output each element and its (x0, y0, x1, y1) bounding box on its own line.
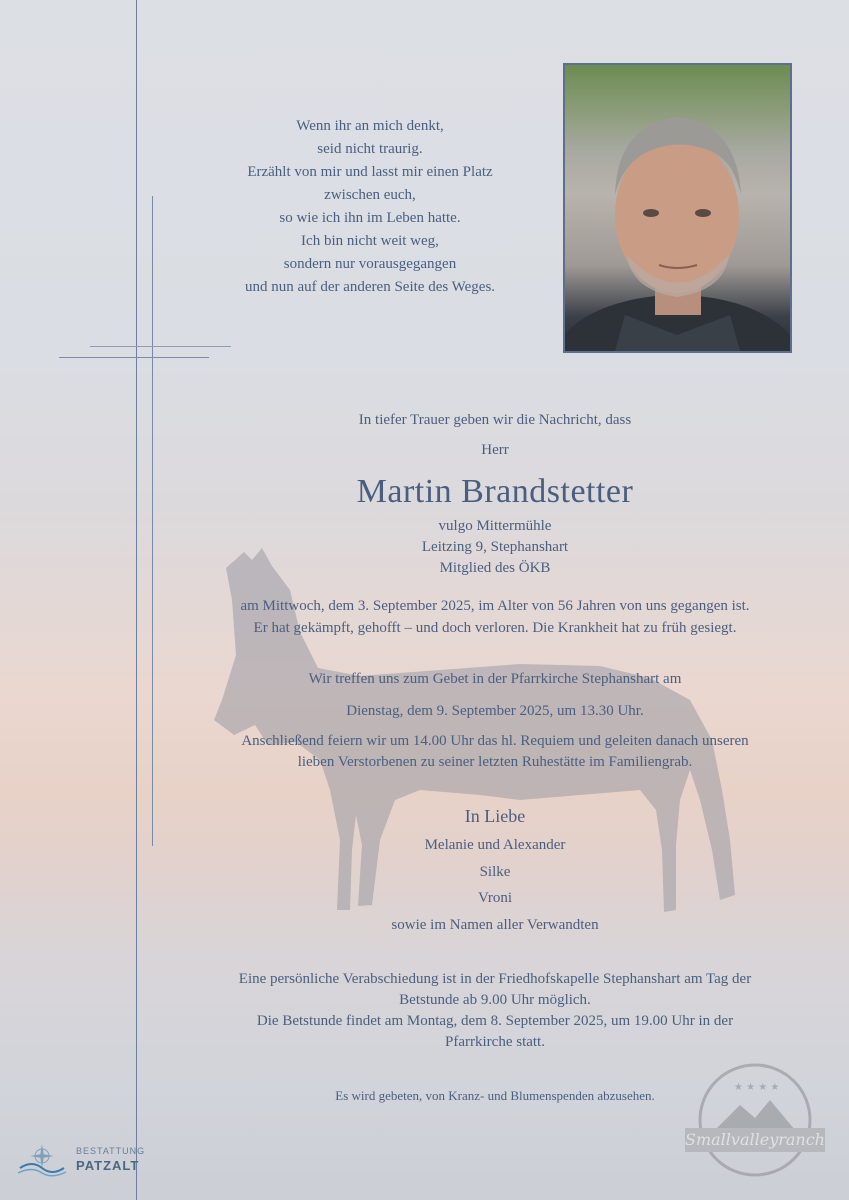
portrait-photo (563, 63, 792, 353)
poem (200, 115, 540, 299)
poem-line: Erzählt von mir und lasst mir einen Platz (247, 164, 493, 180)
requiem-line: lieben Verstorbenen zu seiner letzten Ruhestätte im Familiengrab. (297, 754, 693, 770)
watermark-text: Smallvalleyranch (685, 1130, 825, 1149)
logo-line1: BESTATTUNG (76, 1146, 146, 1156)
compass-wave-icon (14, 1142, 70, 1178)
detail-line: Leitzing 9, Stephanshart (421, 539, 569, 555)
border-line (136, 0, 137, 1200)
detail-line: Mitglied des ÖKB (439, 560, 551, 576)
deceased-name: Martin Brandstetter (356, 473, 634, 510)
poem-line: seid nicht traurig. (317, 141, 423, 157)
farewell-line: Eine persönliche Verabschiedung ist in der Friedhofskapelle Stephanshart am Tag der (238, 971, 752, 987)
poem-line: Wenn ihr an mich denkt, (296, 118, 444, 134)
farewell-line: Betstunde ab 9.00 Uhr möglich. (399, 992, 591, 1008)
mourner-name: Silke (479, 864, 511, 880)
flower-note: Es wird gebeten, von Kranz- und Blumenspenden abzusehen. (335, 1088, 655, 1103)
intro-text: In tiefer Trauer geben wir die Nachricht, dass (358, 412, 632, 428)
mourners-heading: In Liebe (464, 806, 526, 826)
mourner-name: sowie im Namen aller Verwandten (391, 917, 599, 933)
cross-crossbar-lower (59, 357, 209, 358)
mourner-name: Melanie und Alexander (424, 837, 566, 853)
svg-text:★ ★ ★ ★: ★ ★ ★ ★ (734, 1082, 780, 1093)
poem-line: sondern nur vorausgegangen (283, 256, 457, 272)
mourner-name: Vroni (477, 890, 513, 906)
salutation: Herr (481, 442, 509, 458)
prayer-date: Dienstag, dem 9. September 2025, um 13.30 Uhr. (346, 703, 644, 719)
farewell-line: Pfarrkirche statt. (445, 1034, 545, 1050)
detail-line: vulgo Mittermühle (438, 518, 552, 534)
poem-line: und nun auf der anderen Seite des Weges. (244, 279, 496, 295)
poem-line: Ich bin nicht weit weg, (301, 233, 439, 249)
requiem-line: Anschließend feiern wir um 14.00 Uhr das hl. Requiem und geleiten danach unseren (241, 733, 749, 749)
poem-line: zwischen euch, (324, 187, 416, 203)
death-line: Er hat gekämpft, gehofft – und doch verloren. Die Krankheit hat zu früh gesiegt. (253, 620, 737, 636)
farewell-line: Die Betstunde findet am Montag, dem 8. September 2025, um 19.00 Uhr in der (256, 1013, 734, 1029)
death-line: am Mittwoch, dem 3. September 2025, im Alter von 56 Jahren von uns gegangen ist. (240, 598, 750, 614)
funeral-home-logo (14, 1140, 154, 1180)
logo-line2: PATZALT (76, 1158, 140, 1173)
cross-crossbar-upper (90, 346, 231, 347)
poem-line: so wie ich ihn im Leben hatte. (279, 210, 461, 226)
prayer-line: Wir treffen uns zum Gebet in der Pfarrkirche Stephanshart am (308, 671, 682, 687)
mountain-badge-icon (680, 1060, 830, 1180)
